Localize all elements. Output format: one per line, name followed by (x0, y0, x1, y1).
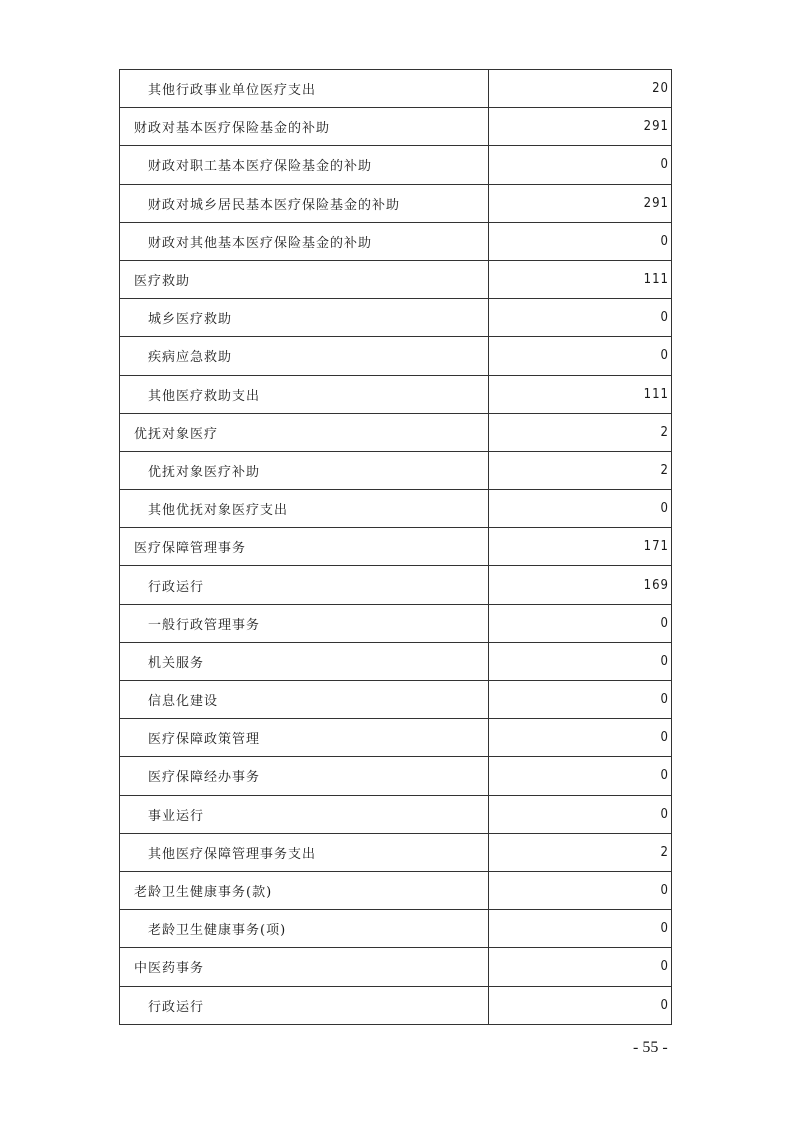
table-row (120, 642, 672, 680)
item-value-cell: 2 (489, 413, 672, 451)
item-name-cell: 其他医疗救助支出 (120, 375, 489, 413)
table-row (120, 719, 672, 757)
item-value-cell: 0 (489, 604, 672, 642)
table-row (120, 490, 672, 528)
item-value-cell: 0 (489, 299, 672, 337)
table-row (120, 299, 672, 337)
item-value-cell: 2 (489, 451, 672, 489)
item-value-cell: 0 (489, 871, 672, 909)
item-name-cell: 其他行政事业单位医疗支出 (120, 70, 489, 108)
item-value-cell: 0 (489, 222, 672, 260)
item-value-cell: 0 (489, 986, 672, 1024)
item-name-cell: 机关服务 (120, 642, 489, 680)
table-row (120, 108, 672, 146)
table-row (120, 833, 672, 871)
item-value-cell: 171 (489, 528, 672, 566)
table-row (120, 910, 672, 948)
expenditure-table-body (120, 70, 672, 1025)
table-row (120, 986, 672, 1024)
expenditure-table (119, 69, 672, 1025)
item-value-cell: 0 (489, 642, 672, 680)
item-value-cell: 111 (489, 260, 672, 298)
table-row (120, 681, 672, 719)
table-row (120, 70, 672, 108)
item-name-cell: 老龄卫生健康事务(项) (120, 910, 489, 948)
item-name-cell: 其他优抚对象医疗支出 (120, 490, 489, 528)
item-name-cell: 事业运行 (120, 795, 489, 833)
item-name-cell: 优抚对象医疗补助 (120, 451, 489, 489)
table-row (120, 795, 672, 833)
item-value-cell: 0 (489, 948, 672, 986)
item-name-cell: 行政运行 (120, 986, 489, 1024)
item-name-cell: 医疗救助 (120, 260, 489, 298)
table-row (120, 375, 672, 413)
table-row (120, 871, 672, 909)
item-name-cell: 医疗保障经办事务 (120, 757, 489, 795)
item-value-cell: 0 (489, 337, 672, 375)
item-name-cell: 财政对职工基本医疗保险基金的补助 (120, 146, 489, 184)
item-name-cell: 一般行政管理事务 (120, 604, 489, 642)
table-row (120, 948, 672, 986)
item-value-cell: 291 (489, 108, 672, 146)
item-value-cell: 20 (489, 70, 672, 108)
table-row (120, 184, 672, 222)
item-value-cell: 2 (489, 833, 672, 871)
table-row (120, 451, 672, 489)
item-name-cell: 老龄卫生健康事务(款) (120, 871, 489, 909)
item-name-cell: 财政对其他基本医疗保险基金的补助 (120, 222, 489, 260)
item-name-cell: 医疗保障管理事务 (120, 528, 489, 566)
page-number: - 55 - (633, 1039, 668, 1056)
table-row (120, 260, 672, 298)
table-row (120, 528, 672, 566)
item-value-cell: 0 (489, 910, 672, 948)
item-value-cell: 0 (489, 795, 672, 833)
item-name-cell: 城乡医疗救助 (120, 299, 489, 337)
table-row (120, 222, 672, 260)
item-name-cell: 信息化建设 (120, 681, 489, 719)
item-name-cell: 其他医疗保障管理事务支出 (120, 833, 489, 871)
item-name-cell: 财政对基本医疗保险基金的补助 (120, 108, 489, 146)
item-value-cell: 0 (489, 490, 672, 528)
item-value-cell: 291 (489, 184, 672, 222)
item-value-cell: 0 (489, 146, 672, 184)
table-row (120, 604, 672, 642)
item-value-cell: 0 (489, 681, 672, 719)
item-value-cell: 0 (489, 757, 672, 795)
item-value-cell: 169 (489, 566, 672, 604)
item-name-cell: 财政对城乡居民基本医疗保险基金的补助 (120, 184, 489, 222)
item-name-cell: 中医药事务 (120, 948, 489, 986)
item-name-cell: 医疗保障政策管理 (120, 719, 489, 757)
item-value-cell: 111 (489, 375, 672, 413)
table-row (120, 146, 672, 184)
item-name-cell: 疾病应急救助 (120, 337, 489, 375)
item-value-cell: 0 (489, 719, 672, 757)
table-row (120, 413, 672, 451)
table-row (120, 566, 672, 604)
item-name-cell: 优抚对象医疗 (120, 413, 489, 451)
item-name-cell: 行政运行 (120, 566, 489, 604)
table-row (120, 757, 672, 795)
table-row (120, 337, 672, 375)
